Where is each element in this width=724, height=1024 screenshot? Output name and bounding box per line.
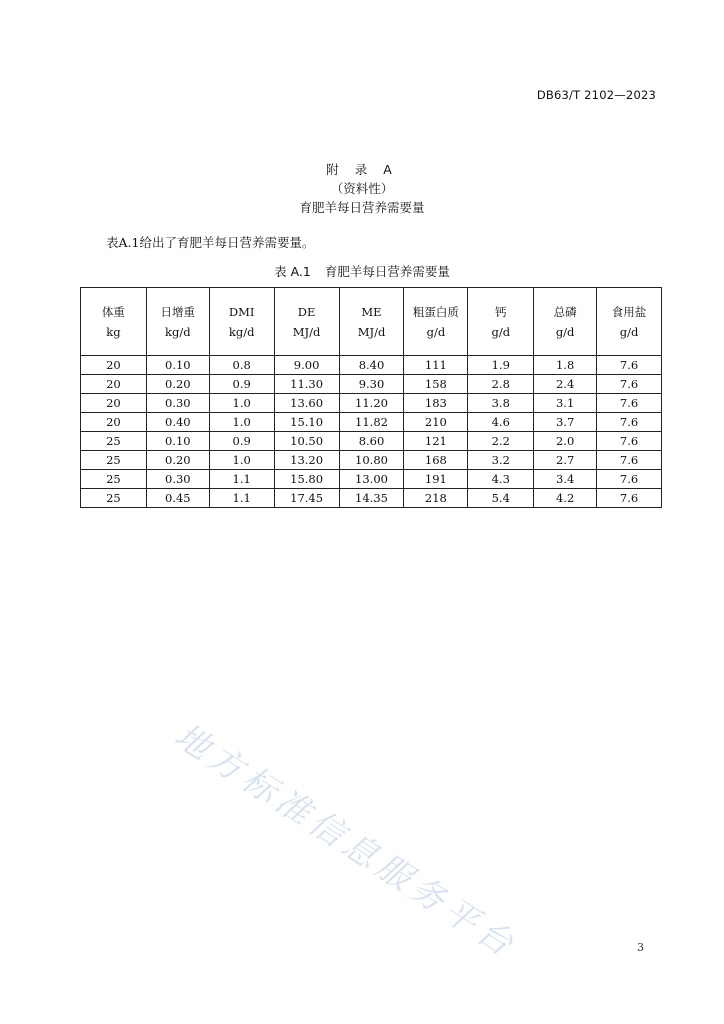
column-header: [339, 288, 404, 356]
column-header-name: 日增重: [160, 304, 196, 319]
column-header: [534, 288, 597, 356]
table-cell: 0.10: [146, 356, 209, 375]
appendix-subtitle: 育肥羊每日营养需要量: [299, 200, 425, 215]
table-cell: 7.6: [597, 413, 662, 432]
appendix-heading: [0, 160, 724, 217]
table-cell: 25: [81, 489, 147, 508]
column-header-unit: kg/d: [165, 324, 191, 339]
page-number: 3: [637, 941, 644, 954]
nutrition-table: [80, 287, 662, 508]
column-header-unit: kg: [106, 324, 121, 339]
table-cell: 7.6: [597, 489, 662, 508]
table-cell: 1.8: [534, 356, 597, 375]
table-cell: 25: [81, 470, 147, 489]
column-header-name: 体重: [101, 304, 125, 319]
column-header-unit: MJ/d: [292, 324, 321, 339]
table-cell: 7.6: [597, 394, 662, 413]
table-cell: 1.1: [209, 470, 274, 489]
table-cell: 11.30: [274, 375, 339, 394]
table-cell: 13.20: [274, 451, 339, 470]
intro-paragraph: 表A.1给出了育肥羊每日营养需要量。: [106, 235, 315, 250]
table-cell: 20: [81, 375, 147, 394]
table-cell: 0.30: [146, 470, 209, 489]
table-cell: 3.4: [534, 470, 597, 489]
watermark: 地方标准信息服务平台: [167, 715, 525, 968]
column-header-name: 总磷: [553, 304, 577, 319]
table-cell: 191: [404, 470, 468, 489]
column-header: [274, 288, 339, 356]
appendix-nature: （资料性）: [330, 181, 394, 196]
table-cell: 2.0: [534, 432, 597, 451]
table-caption: [0, 262, 724, 280]
table-cell: 8.60: [339, 432, 404, 451]
table-cell: 9.30: [339, 375, 404, 394]
table-cell: 9.00: [274, 356, 339, 375]
table-cell: 13.00: [339, 470, 404, 489]
table-cell: 5.4: [468, 489, 534, 508]
table-cell: 1.0: [209, 413, 274, 432]
column-header-unit: g/d: [555, 324, 575, 339]
column-header: [146, 288, 209, 356]
table-cell: 7.6: [597, 375, 662, 394]
appendix-title: 附 录 A: [326, 162, 398, 177]
table-cell: 25: [81, 432, 147, 451]
table-cell: 15.80: [274, 470, 339, 489]
table-cell: 183: [404, 394, 468, 413]
table-row: [81, 451, 662, 470]
table-cell: 4.3: [468, 470, 534, 489]
table-cell: 3.2: [468, 451, 534, 470]
table-row: [81, 413, 662, 432]
table-row: [81, 489, 662, 508]
document-code: DB63/T 2102—2023: [536, 88, 656, 102]
table-row: [81, 394, 662, 413]
table-cell: 10.50: [274, 432, 339, 451]
table-cell: 2.2: [468, 432, 534, 451]
table-cell: 20: [81, 356, 147, 375]
table-cell: 1.9: [468, 356, 534, 375]
table-cell: 7.6: [597, 470, 662, 489]
table-cell: 7.6: [597, 356, 662, 375]
table-cell: 218: [404, 489, 468, 508]
column-header-name: DMI: [228, 304, 255, 319]
column-header-name: 食用盐: [611, 304, 647, 319]
table-cell: 0.30: [146, 394, 209, 413]
table-cell: 121: [404, 432, 468, 451]
table-caption-title: 育肥羊每日营养需要量: [324, 264, 450, 279]
table-cell: 2.8: [468, 375, 534, 394]
table-cell: 158: [404, 375, 468, 394]
table-cell: 0.40: [146, 413, 209, 432]
table-cell: 168: [404, 451, 468, 470]
column-header: [209, 288, 274, 356]
table-row: [81, 432, 662, 451]
table-cell: 2.4: [534, 375, 597, 394]
table-caption-number: 表 A.1: [274, 264, 311, 279]
column-header: [597, 288, 662, 356]
table-cell: 20: [81, 413, 147, 432]
table-cell: 1.0: [209, 394, 274, 413]
table-cell: 0.20: [146, 375, 209, 394]
table-cell: 3.8: [468, 394, 534, 413]
table-row: [81, 356, 662, 375]
table-cell: 2.7: [534, 451, 597, 470]
table-cell: 10.80: [339, 451, 404, 470]
table-cell: 0.9: [209, 432, 274, 451]
column-header: [404, 288, 468, 356]
table-cell: 7.6: [597, 451, 662, 470]
table-cell: 0.9: [209, 375, 274, 394]
table-cell: 25: [81, 451, 147, 470]
table-cell: 11.20: [339, 394, 404, 413]
table-cell: 111: [404, 356, 468, 375]
table-cell: 15.10: [274, 413, 339, 432]
table-cell: 20: [81, 394, 147, 413]
table-cell: 4.6: [468, 413, 534, 432]
table-cell: 1.0: [209, 451, 274, 470]
column-header-name: 钙: [495, 304, 507, 319]
table-cell: 11.82: [339, 413, 404, 432]
column-header-unit: MJ/d: [357, 324, 386, 339]
table-cell: 4.2: [534, 489, 597, 508]
column-header: [468, 288, 534, 356]
table-cell: 17.45: [274, 489, 339, 508]
table-cell: 3.7: [534, 413, 597, 432]
table-row: [81, 375, 662, 394]
table-cell: 13.60: [274, 394, 339, 413]
table-cell: 0.20: [146, 451, 209, 470]
column-header: [81, 288, 147, 356]
table-header-row: [81, 288, 662, 356]
table-cell: 3.1: [534, 394, 597, 413]
column-header-unit: g/d: [426, 324, 446, 339]
column-header-unit: g/d: [491, 324, 511, 339]
table-cell: 7.6: [597, 432, 662, 451]
table-body: [81, 356, 662, 508]
column-header-name: ME: [361, 304, 382, 319]
table-cell: 210: [404, 413, 468, 432]
column-header-name: DE: [297, 304, 316, 319]
table-row: [81, 470, 662, 489]
table-cell: 14.35: [339, 489, 404, 508]
table-cell: 0.10: [146, 432, 209, 451]
table-cell: 0.45: [146, 489, 209, 508]
table-cell: 1.1: [209, 489, 274, 508]
column-header-unit: kg/d: [228, 324, 255, 339]
table-cell: 8.40: [339, 356, 404, 375]
column-header-unit: g/d: [619, 324, 639, 339]
table-cell: 0.8: [209, 356, 274, 375]
column-header-name: 粗蛋白质: [412, 304, 459, 319]
